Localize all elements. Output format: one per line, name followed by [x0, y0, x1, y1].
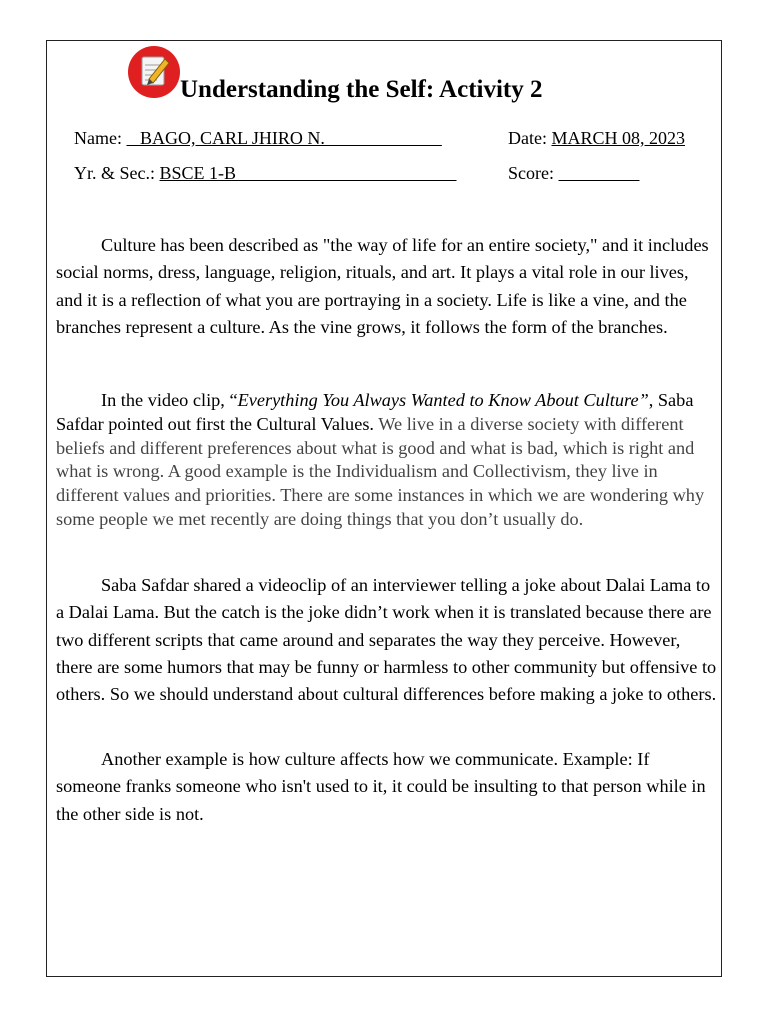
- notepad-pencil-icon: [127, 45, 181, 99]
- name-label: Name:: [74, 128, 122, 148]
- name-value: BAGO, CARL JHIRO N.: [126, 128, 442, 148]
- date-value: MARCH 08, 2023: [551, 128, 685, 148]
- paragraph-2-cultural-values: , Saba Safdar pointed out first the Cultural Values.: [56, 390, 694, 434]
- yrsec-value: BSCE 1-B: [159, 163, 457, 183]
- paragraph-2: [56, 389, 718, 532]
- name-date-row: [74, 128, 685, 149]
- page-title: Understanding the Self: Activity 2: [180, 76, 543, 103]
- yrsec-label: Yr. & Sec.:: [74, 163, 155, 183]
- paragraph-2-intro: In the video clip, “: [101, 390, 238, 410]
- paragraph-1: Culture has been described as "the way of life for an entire society," and it includes social norms, dress, language, religion, rituals, and art. It plays a vital role in our lives, and it is a reflection of what you are portraying in a society. Life is like a vine, and the branches represent a culture. As the vine grows, it follows the form of the branches.: [56, 235, 709, 337]
- date-label: Date:: [508, 128, 547, 148]
- date-field: [508, 128, 685, 149]
- score-value: [558, 163, 639, 183]
- yrsec-score-row: [74, 163, 554, 184]
- paragraph-4: Another example is how culture affects how we communicate. Example: If someone franks someone who isn't used to it, it could be insulting to that person while in the other side is not.: [56, 749, 706, 824]
- score-label: Score:: [508, 163, 554, 183]
- paragraph-2-body: We live in a diverse society with different beliefs and different preferences about what is good and what is bad, which is right and what is wrong. A good example is the Individualism and Collectivism, they live in different values and priorities. There are some instances in which we are wondering why some people we met recently are doing things that you don’t usually do.: [56, 413, 705, 529]
- score-field: [508, 163, 639, 184]
- paragraph-3: Saba Safdar shared a videoclip of an interviewer telling a joke about Dalai Lama to a Dalai Lama. But the catch is the joke didn’t work when it is translated because there are two different scripts that came around and separates the way they perceive. However, there are some humors that may be funny or harmless to other community but offensive to others. So we should understand about cultural differences before making a joke to others.: [56, 575, 717, 705]
- video-title: Everything You Always Wanted to Know About Culture”: [237, 390, 649, 410]
